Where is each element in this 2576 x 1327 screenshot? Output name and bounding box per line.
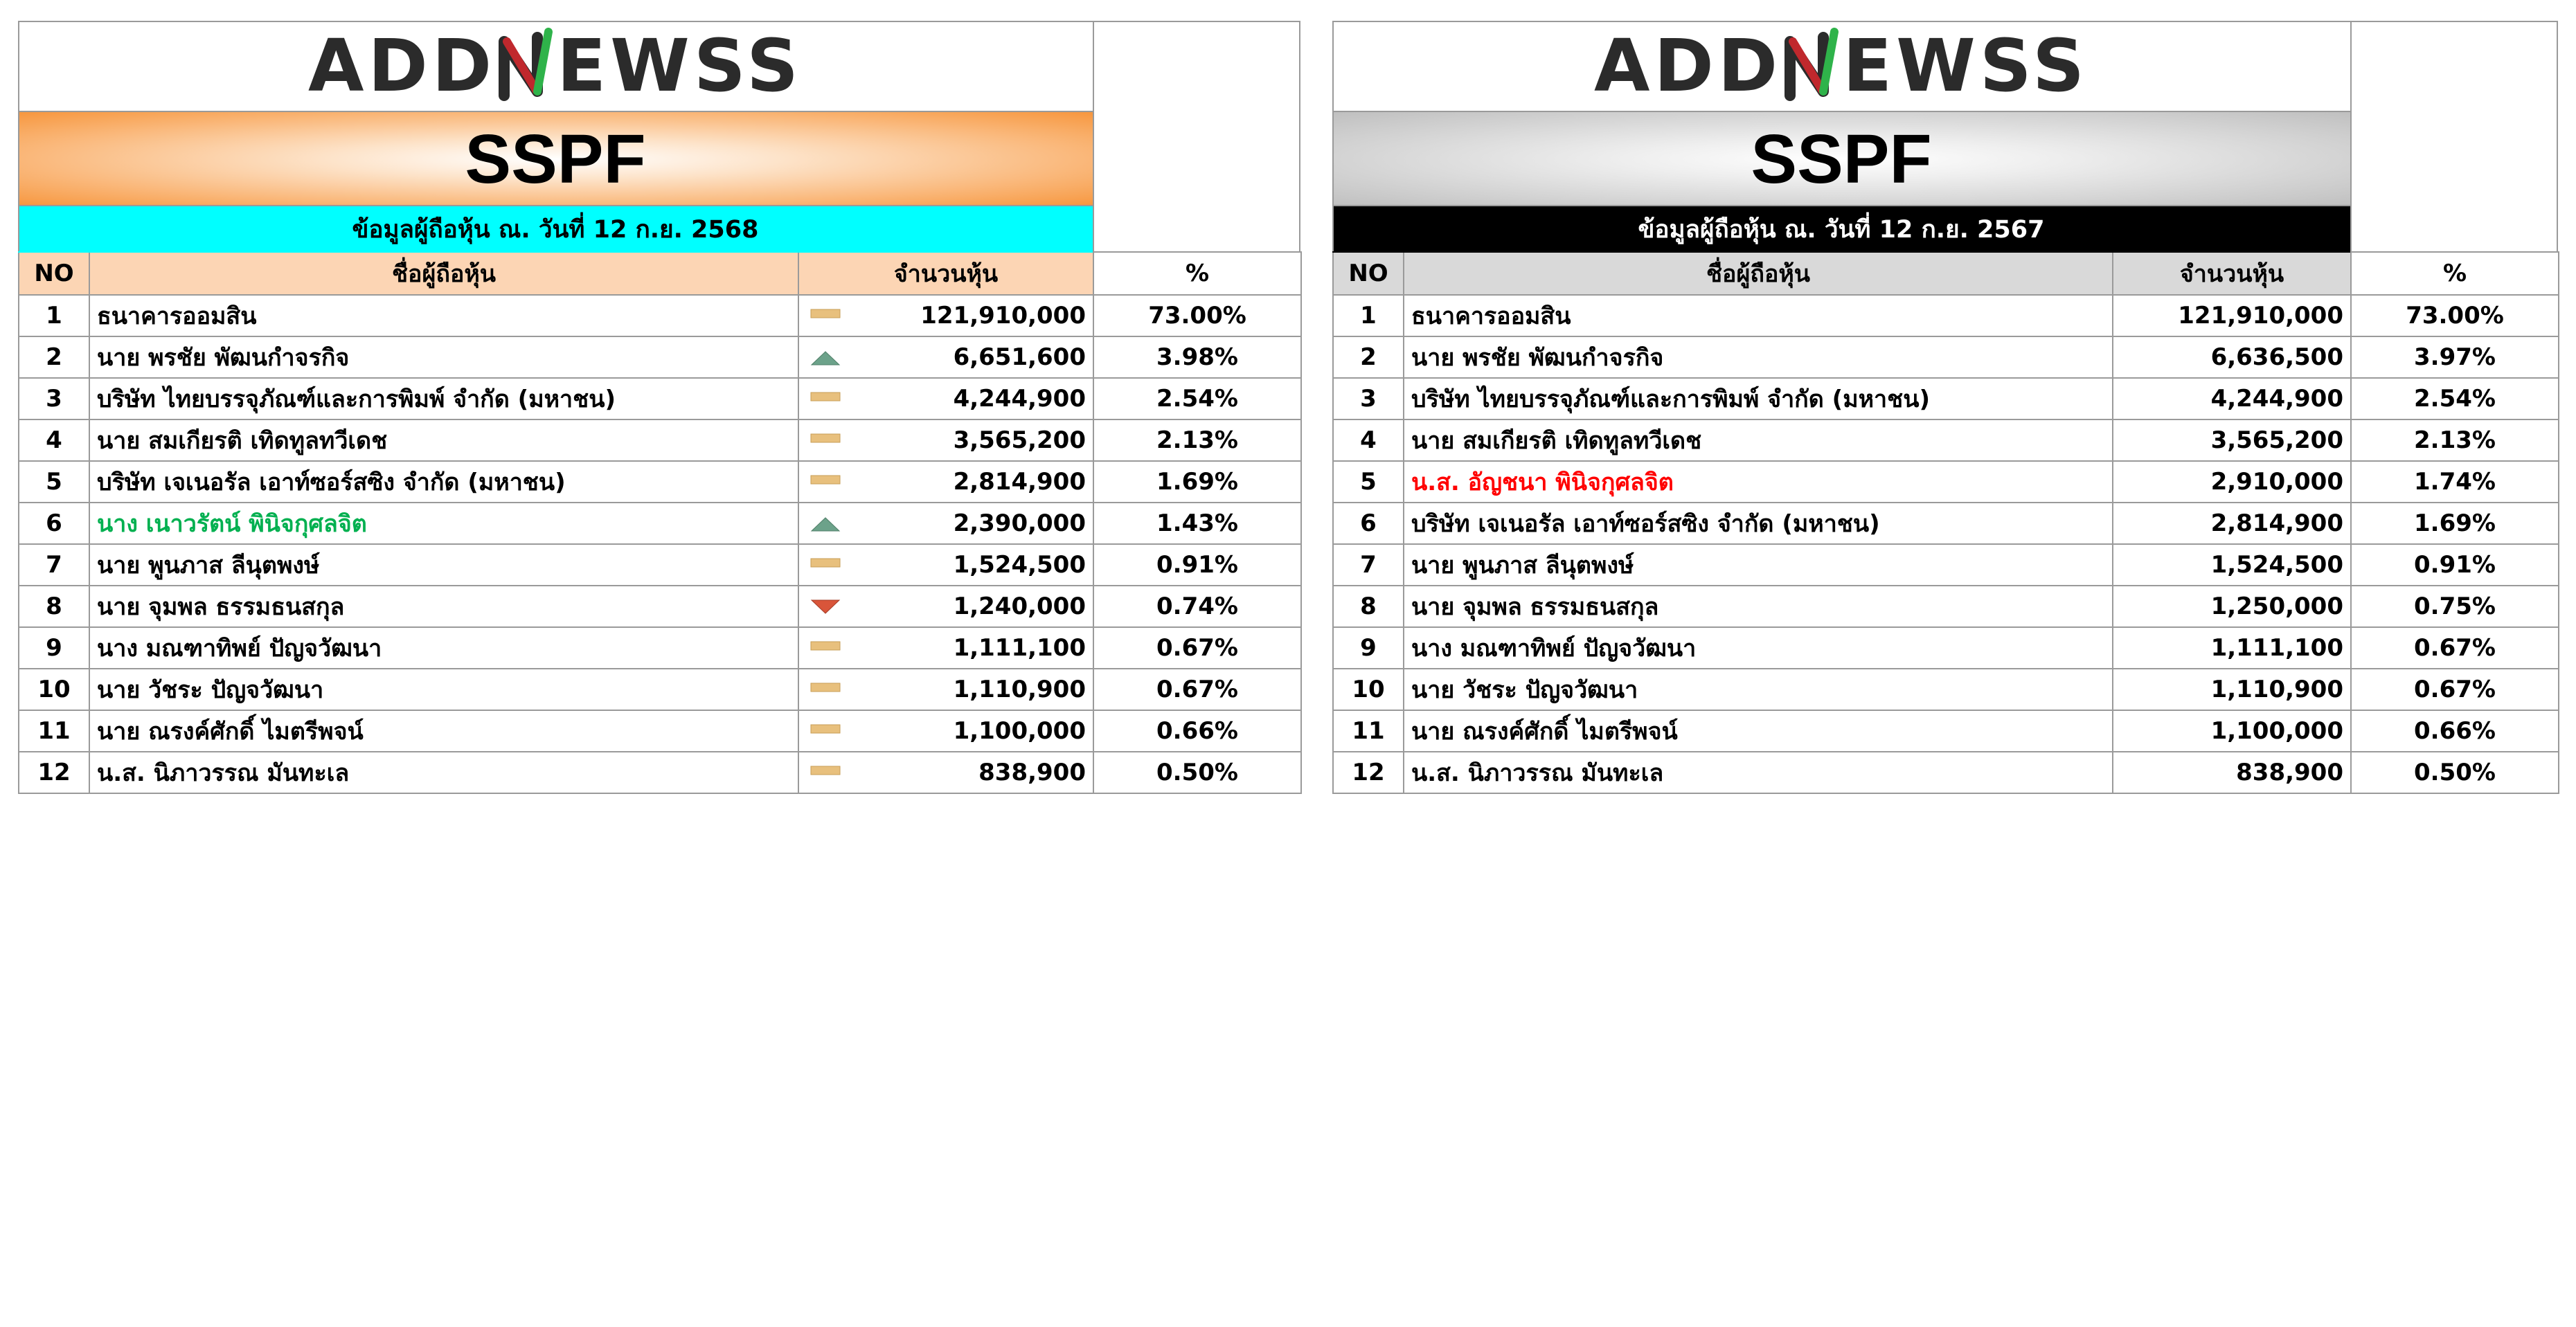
share-count: 4,244,900 [953, 385, 1086, 413]
share-percent: 2.13% [2351, 419, 2559, 461]
share-count-cell: 3,565,200 [2113, 419, 2351, 461]
trend-flat-icon [810, 392, 841, 406]
trend-flat-icon [810, 683, 841, 696]
header-border [18, 21, 1300, 251]
col-header-pct: % [1093, 252, 1301, 295]
share-percent: 0.66% [2351, 710, 2559, 752]
logo-text-left: ADD [1593, 24, 1782, 108]
table-row [1333, 752, 2559, 793]
shareholder-name: นาย ณรงค์ศักดิ์ ไมตรีพจน์ [1404, 710, 2113, 752]
row-number: 6 [1333, 503, 1404, 544]
table-row [1333, 586, 2559, 627]
current-shareholder-table [18, 251, 1302, 794]
share-percent: 0.67% [2351, 669, 2559, 710]
trend-down-icon [810, 599, 841, 613]
table-row [1333, 419, 2559, 461]
share-count-cell [798, 669, 1093, 710]
trend-flat-icon [810, 724, 841, 738]
shareholder-name: ธนาคารออมสิน [1404, 295, 2113, 336]
row-number: 10 [19, 669, 89, 710]
stock-symbol: SSPF [18, 111, 1093, 206]
col-header-name: ชื่อผู้ถือหุ้น [1404, 252, 2113, 295]
row-number: 7 [1333, 544, 1404, 586]
share-count-cell: 1,250,000 [2113, 586, 2351, 627]
row-number: 5 [1333, 461, 1404, 503]
trend-flat-icon [810, 433, 841, 447]
row-number: 3 [19, 378, 89, 419]
row-number: 4 [19, 419, 89, 461]
share-percent: 73.00% [2351, 295, 2559, 336]
table-row [1333, 503, 2559, 544]
table-row [19, 669, 1301, 710]
shareholder-name: บริษัท เจเนอรัล เอาท์ซอร์สซิง จำกัด (มหาชน) [1404, 503, 2113, 544]
prior-panel-header [1332, 21, 2558, 251]
row-number: 2 [1333, 336, 1404, 378]
table-row [19, 544, 1301, 586]
share-percent: 0.66% [1093, 710, 1301, 752]
shareholder-name: บริษัท ไทยบรรจุภัณฑ์และการพิมพ์ จำกัด (มหาชน) [89, 378, 798, 419]
table-row [19, 752, 1301, 793]
share-count-cell: 1,111,100 [2113, 627, 2351, 669]
share-count-cell: 1,100,000 [2113, 710, 2351, 752]
table-row [19, 627, 1301, 669]
logo-text-right: EWSS [557, 24, 803, 108]
row-number: 8 [1333, 586, 1404, 627]
share-percent: 0.50% [2351, 752, 2559, 793]
row-number: 5 [19, 461, 89, 503]
share-percent: 1.69% [2351, 503, 2559, 544]
shareholder-name: บริษัท เจเนอรัล เอาท์ซอร์สซิง จำกัด (มหาชน) [89, 461, 798, 503]
table-row [19, 419, 1301, 461]
share-count-cell [798, 295, 1093, 336]
row-number: 7 [19, 544, 89, 586]
shareholder-name: นาง เนาวรัตน์ พินิจกุศลจิต [89, 503, 798, 544]
share-count: 3,565,200 [953, 426, 1086, 454]
table-row [19, 378, 1301, 419]
shareholder-name: นาย วัชระ ปัญจวัฒนา [89, 669, 798, 710]
table-row [19, 295, 1301, 336]
col-header-name: ชื่อผู้ถือหุ้น [89, 252, 798, 295]
table-row [1333, 627, 2559, 669]
row-number: 9 [1333, 627, 1404, 669]
table-row [1333, 544, 2559, 586]
share-count-cell: 4,244,900 [2113, 378, 2351, 419]
snapshot-date: ข้อมูลผู้ถือหุ้น ณ. วันที่ 12 ก.ย. 2568 [18, 205, 1093, 253]
share-percent: 3.98% [1093, 336, 1301, 378]
row-number: 10 [1333, 669, 1404, 710]
header-border [1332, 21, 2558, 251]
share-count-cell [798, 503, 1093, 544]
shareholder-name: นาย สมเกียรติ เทิดทูลทวีเดช [89, 419, 798, 461]
share-count-cell: 1,110,900 [2113, 669, 2351, 710]
share-count-cell: 2,814,900 [2113, 503, 2351, 544]
table-header-row [1333, 252, 2559, 295]
share-count-cell: 1,524,500 [2113, 544, 2351, 586]
share-count: 2,814,900 [953, 468, 1086, 496]
share-count: 838,900 [978, 759, 1086, 786]
share-percent: 0.74% [1093, 586, 1301, 627]
col-header-shares: จำนวนหุ้น [798, 252, 1093, 295]
trend-flat-icon [810, 309, 841, 323]
col-header-pct: % [2351, 252, 2559, 295]
current-shareholders-panel [18, 21, 1300, 794]
share-count-cell: 6,636,500 [2113, 336, 2351, 378]
share-count-cell [798, 378, 1093, 419]
share-count-cell [798, 710, 1093, 752]
shareholder-name: น.ส. นิภาวรรณ มันทะเล [1404, 752, 2113, 793]
share-percent: 0.91% [2351, 544, 2559, 586]
table-row [19, 461, 1301, 503]
row-number: 1 [1333, 295, 1404, 336]
share-percent: 1.43% [1093, 503, 1301, 544]
shareholder-name: นาย วัชระ ปัญจวัฒนา [1404, 669, 2113, 710]
table-row [19, 710, 1301, 752]
trend-flat-icon [810, 641, 841, 655]
share-percent: 0.67% [2351, 627, 2559, 669]
share-count: 121,910,000 [920, 302, 1086, 330]
share-count-cell [798, 336, 1093, 378]
share-count-cell: 2,910,000 [2113, 461, 2351, 503]
row-number: 12 [19, 752, 89, 793]
row-number: 11 [1333, 710, 1404, 752]
share-count-cell: 121,910,000 [2113, 295, 2351, 336]
row-number: 11 [19, 710, 89, 752]
share-count: 1,111,100 [953, 634, 1086, 662]
share-count-cell [798, 544, 1093, 586]
table-row [1333, 336, 2559, 378]
shareholder-name: นาย จุมพล ธรรมธนสกุล [1404, 586, 2113, 627]
share-count: 6,651,600 [953, 343, 1086, 371]
shareholder-name: นาง มณฑาทิพย์ ปัญจวัฒนา [1404, 627, 2113, 669]
col-header-shares: จำนวนหุ้น [2113, 252, 2351, 295]
share-percent: 2.13% [1093, 419, 1301, 461]
row-number: 12 [1333, 752, 1404, 793]
share-percent: 1.74% [2351, 461, 2559, 503]
row-number: 9 [19, 627, 89, 669]
table-row [1333, 461, 2559, 503]
share-count: 1,524,500 [953, 551, 1086, 579]
shareholder-name: นาย พูนภาส ลีนุตพงษ์ [89, 544, 798, 586]
shareholder-name: ธนาคารออมสิน [89, 295, 798, 336]
shareholder-name: นาย จุมพล ธรรมธนสกุล [89, 586, 798, 627]
share-count-cell [798, 586, 1093, 627]
logo-text-left: ADD [307, 24, 497, 108]
trend-flat-icon [810, 558, 841, 572]
table-row [19, 586, 1301, 627]
share-percent: 0.50% [1093, 752, 1301, 793]
share-percent: 0.67% [1093, 627, 1301, 669]
row-number: 4 [1333, 419, 1404, 461]
share-count-cell [798, 627, 1093, 669]
row-number: 2 [19, 336, 89, 378]
share-count-cell [798, 461, 1093, 503]
share-count: 1,100,000 [953, 717, 1086, 745]
header-divider [1093, 21, 1094, 251]
header-divider [2350, 21, 2352, 251]
table-row [1333, 669, 2559, 710]
shareholder-name: นาย พูนภาส ลีนุตพงษ์ [1404, 544, 2113, 586]
share-count: 1,110,900 [953, 676, 1086, 703]
col-header-no: NO [1333, 252, 1404, 295]
row-number: 1 [19, 295, 89, 336]
row-number: 8 [19, 586, 89, 627]
table-row [1333, 710, 2559, 752]
current-panel-header [18, 21, 1300, 251]
share-percent: 73.00% [1093, 295, 1301, 336]
col-header-no: NO [19, 252, 89, 295]
table-row [1333, 295, 2559, 336]
shareholder-name: น.ส. อัญชนา พินิจกุศลจิต [1404, 461, 2113, 503]
logo-text-right: EWSS [1843, 24, 2089, 108]
trend-up-icon [810, 350, 841, 364]
share-percent: 2.54% [1093, 378, 1301, 419]
trend-flat-icon [810, 766, 841, 779]
share-count-cell: 838,900 [2113, 752, 2351, 793]
share-count: 1,240,000 [953, 593, 1086, 620]
share-count-cell [798, 419, 1093, 461]
shareholder-name: นาย พรชัย พัฒนกำจรกิจ [1404, 336, 2113, 378]
share-count: 2,390,000 [953, 509, 1086, 537]
row-number: 6 [19, 503, 89, 544]
share-count-cell [798, 752, 1093, 793]
table-header-row [19, 252, 1301, 295]
table-row [19, 503, 1301, 544]
snapshot-date: ข้อมูลผู้ถือหุ้น ณ. วันที่ 12 ก.ย. 2567 [1332, 205, 2350, 253]
shareholder-name: นาง มณฑาทิพย์ ปัญจวัฒนา [89, 627, 798, 669]
shareholder-name: น.ส. นิภาวรรณ มันทะเล [89, 752, 798, 793]
shareholder-name: นาย สมเกียรติ เทิดทูลทวีเดช [1404, 419, 2113, 461]
share-percent: 1.69% [1093, 461, 1301, 503]
share-percent: 2.54% [2351, 378, 2559, 419]
shareholder-name: บริษัท ไทยบรรจุภัณฑ์และการพิมพ์ จำกัด (มหาชน) [1404, 378, 2113, 419]
prior-shareholders-panel [1332, 21, 2558, 794]
stock-symbol: SSPF [1332, 111, 2350, 206]
trend-flat-icon [810, 475, 841, 489]
share-percent: 0.75% [2351, 586, 2559, 627]
row-number: 3 [1333, 378, 1404, 419]
table-row [1333, 378, 2559, 419]
shareholder-name: นาย พรชัย พัฒนกำจรกิจ [89, 336, 798, 378]
shareholder-name: นาย ณรงค์ศักดิ์ ไมตรีพจน์ [89, 710, 798, 752]
table-row [19, 336, 1301, 378]
trend-up-icon [810, 516, 841, 530]
share-percent: 3.97% [2351, 336, 2559, 378]
share-percent: 0.91% [1093, 544, 1301, 586]
prior-shareholder-table [1332, 251, 2559, 794]
share-percent: 0.67% [1093, 669, 1301, 710]
